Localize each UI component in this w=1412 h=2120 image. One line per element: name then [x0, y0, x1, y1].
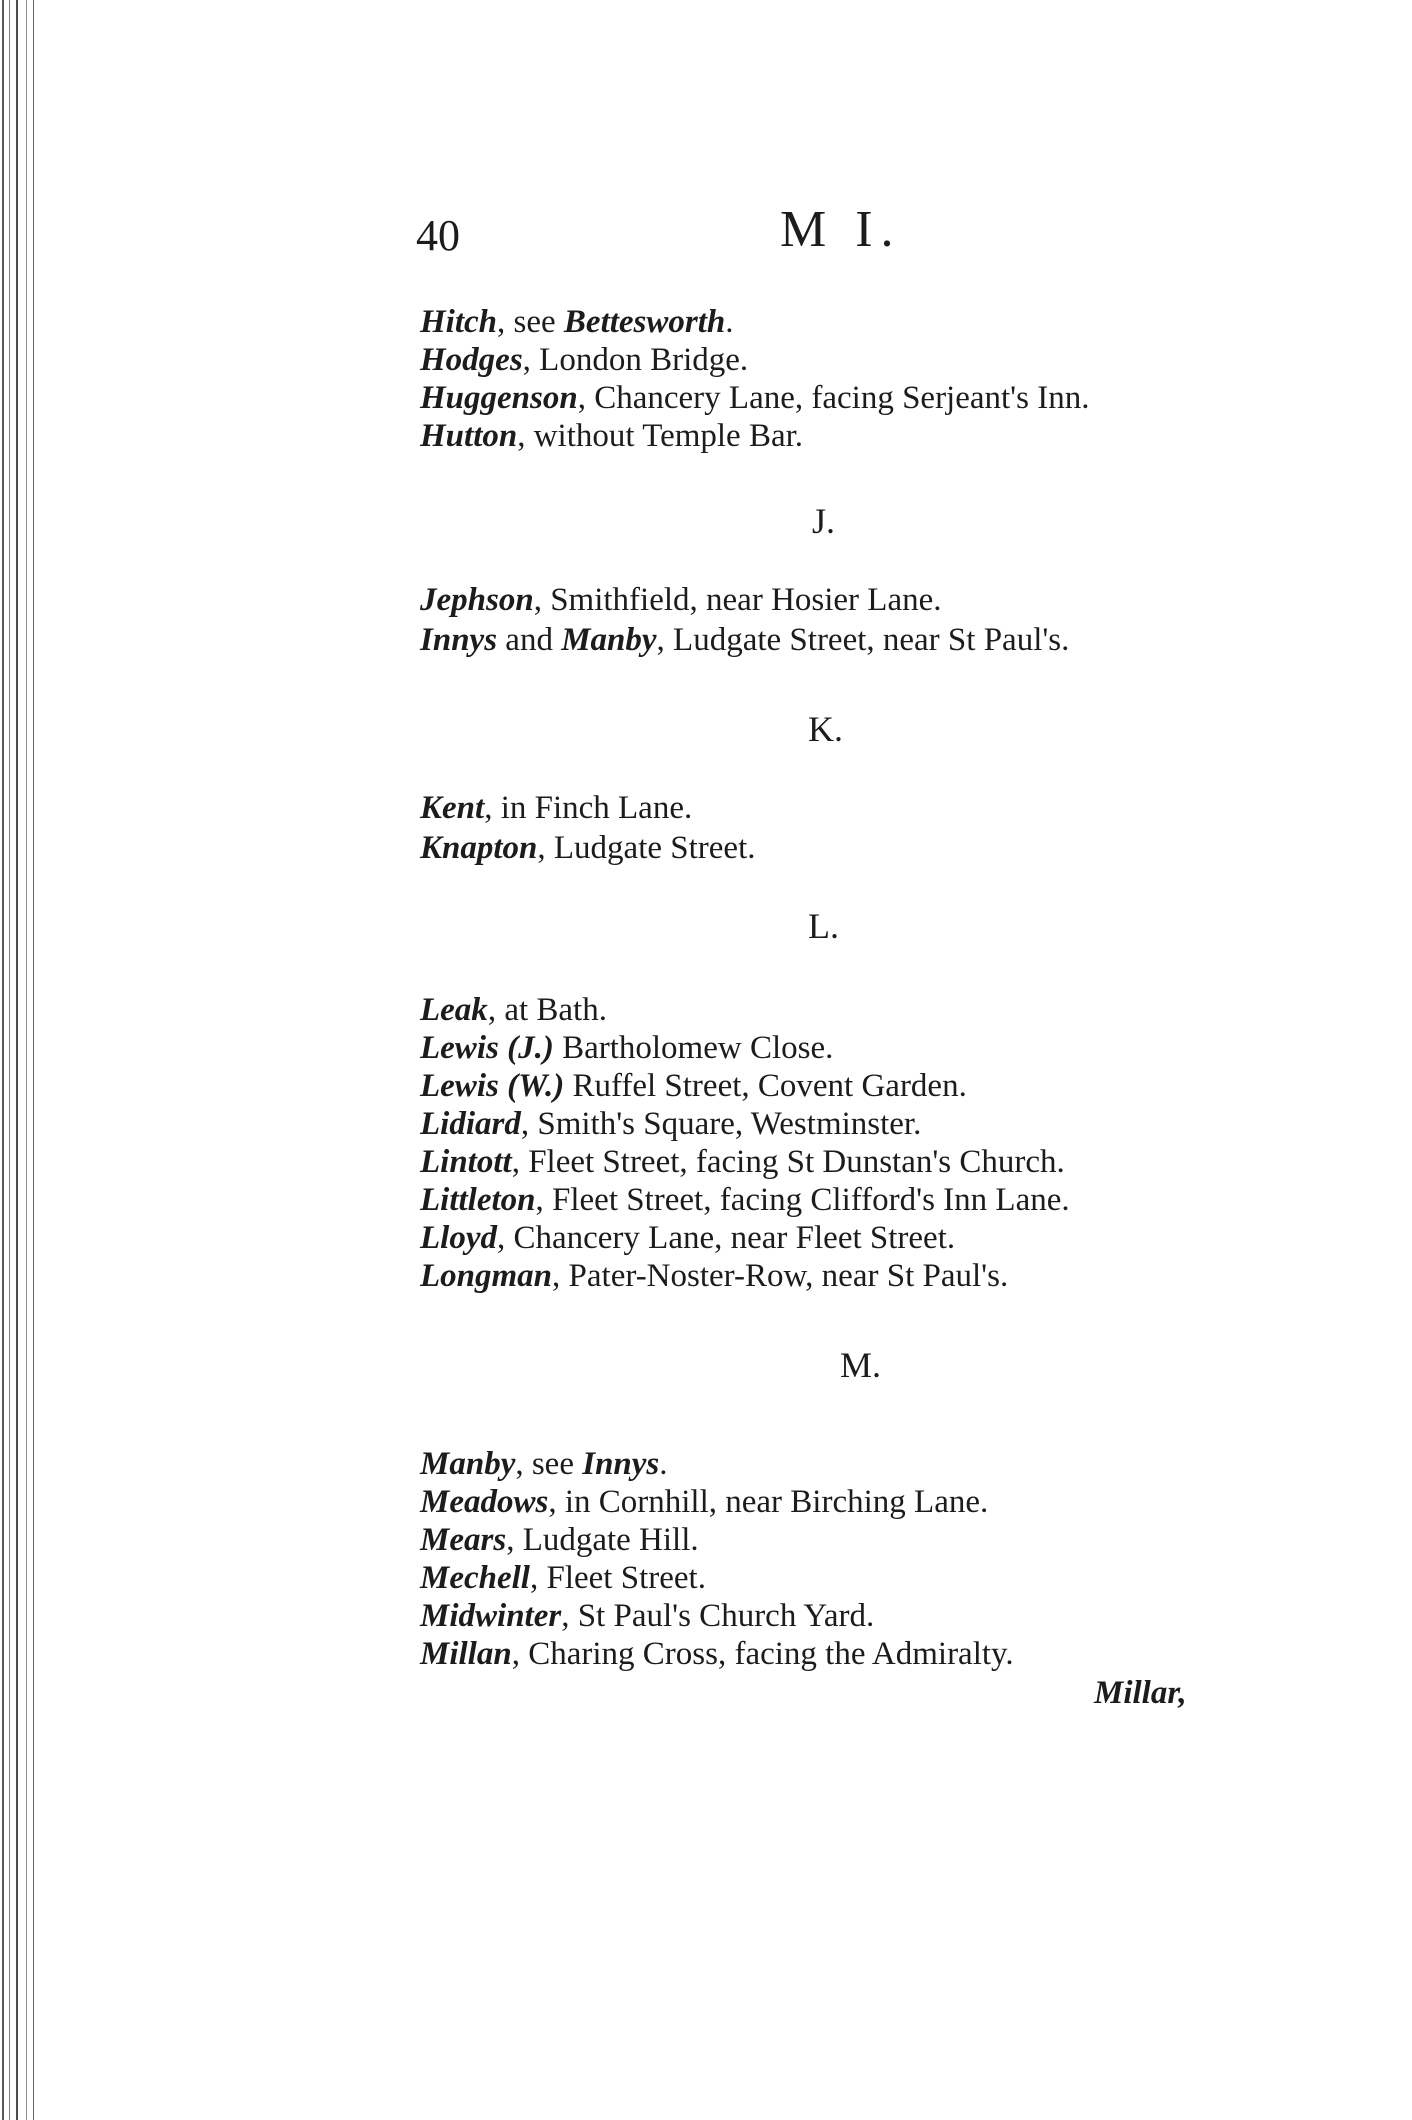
list-item: Lloyd, Chancery Lane, near Fleet Street. [420, 1220, 956, 1256]
list-item: Lewis (W.) Ruffel Street, Covent Garden. [420, 1068, 967, 1104]
list-item: Meadows, in Cornhill, near Birching Lane. [420, 1484, 989, 1520]
list-item: Hitch, see Bettesworth. [420, 304, 734, 340]
section-letter: K. [808, 709, 843, 749]
section-letter: M. [840, 1345, 882, 1385]
list-item: Innys and Manby, Ludgate Street, near St Paul's. [420, 622, 1070, 658]
list-item: Lidiard, Smith's Square, Westminster. [420, 1106, 922, 1142]
catchword: Millar, [1094, 1675, 1187, 1711]
list-item: Mears, Ludgate Hill. [420, 1522, 699, 1558]
list-item: Leak, at Bath. [420, 992, 607, 1028]
list-item: Huggenson, Chancery Lane, facing Serjeant's Inn. [420, 380, 1090, 416]
list-item: Manby, see Innys. [420, 1446, 668, 1482]
list-item: Jephson, Smithfield, near Hosier Lane. [420, 582, 942, 618]
section-letter: L. [808, 906, 839, 946]
section-letter: J. [812, 501, 836, 541]
page-number: 40 [416, 211, 460, 260]
list-item: Midwinter, St Paul's Church Yard. [420, 1598, 875, 1634]
list-item: Hutton, without Temple Bar. [420, 418, 804, 454]
list-item: Lewis (J.) Bartholomew Close. [420, 1030, 834, 1066]
running-head: M I. [780, 201, 902, 258]
list-item: Knapton, Ludgate Street. [420, 830, 756, 866]
list-item: Kent, in Finch Lane. [420, 790, 693, 826]
list-item: Longman, Pater-Noster-Row, near St Paul's. [420, 1258, 1009, 1294]
list-item: Littleton, Fleet Street, facing Clifford's Inn Lane. [420, 1182, 1070, 1218]
list-item: Millan, Charing Cross, facing the Admiralty. [420, 1636, 1014, 1672]
list-item: Mechell, Fleet Street. [420, 1560, 706, 1596]
list-item: Hodges, London Bridge. [420, 342, 749, 378]
list-item: Lintott, Fleet Street, facing St Dunstan's Church. [420, 1144, 1065, 1180]
